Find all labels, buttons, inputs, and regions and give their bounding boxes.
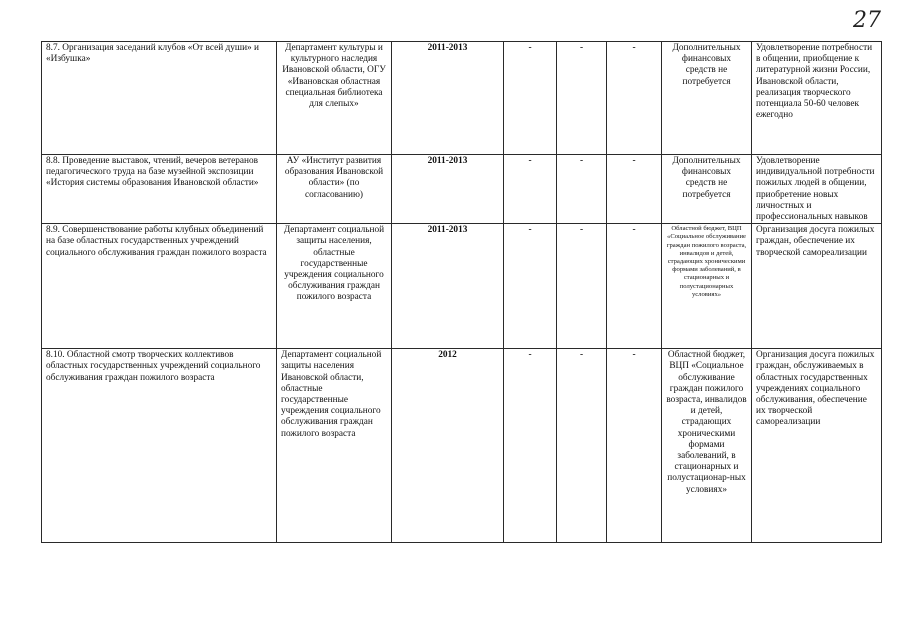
funding-cell-1: - <box>504 42 557 155</box>
funding-cell-3: - <box>607 349 662 543</box>
years-cell: 2012 <box>392 349 504 543</box>
table-row <box>42 42 882 155</box>
table-row <box>42 349 882 543</box>
expected-result-cell: Удовлетворение индивидуальной потребности пожилых людей в общении, приобретение новых личностных и профессиональных навыков <box>752 155 882 224</box>
executor-cell: Департамент социальной защиты населения Ивановской области, областные государственные учреждения социального обслуживания граждан пожилого возраста <box>277 349 392 543</box>
funding-cell-1: - <box>504 349 557 543</box>
task-cell: 8.7. Организация заседаний клубов «От всей души» и «Избушка» <box>42 42 277 155</box>
table-row <box>42 224 882 349</box>
funding-cell-3: - <box>607 42 662 155</box>
table-row <box>42 155 882 224</box>
program-activities-table <box>41 41 882 543</box>
executor-cell: АУ «Институт развития образования Ивановской области» (по согласованию) <box>277 155 392 224</box>
page-number: 27 <box>853 8 881 33</box>
executor-cell: Департамент социальной защиты населения, областные государственные учреждения социального обслуживания граждан пожилого возраста <box>277 224 392 349</box>
task-cell: 8.8. Проведение выставок, чтений, вечеров ветеранов педагогического труда на базе музейной экспозиции «История системы образования Ивановской области» <box>42 155 277 224</box>
expected-result-cell: Организация досуга пожилых граждан, обслуживаемых в областных государственных учреждениях социального обслуживания, обеспечение их творческой самореализации <box>752 349 882 543</box>
financing-source-cell: Областной бюджет, ВЦП «Социальное обслуживание граждан пожилого возраста, инвалидов и детей, страдающих хроническими формами заболеваний, в стационарных и полустационарных условиях» <box>662 224 752 349</box>
expected-result-cell: Удовлетворение потребности в общении, приобщение к литературной жизни России, Ивановской области, реализация творческого потенциала 50-60 человек ежегодно <box>752 42 882 155</box>
funding-cell-3: - <box>607 224 662 349</box>
financing-source-cell: Областной бюджет, ВЦП «Социальное обслуживание граждан пожилого возраста, инвалидов и детей, страдающих хроническими формами заболеваний, в стационарных и полустационар-ных условиях» <box>662 349 752 543</box>
funding-cell-2: - <box>557 155 607 224</box>
years-cell: 2011-2013 <box>392 224 504 349</box>
financing-source-cell: Дополнительных финансовых средств не потребуется <box>662 42 752 155</box>
expected-result-cell: Организация досуга пожилых граждан, обеспечение их творческой самореализации <box>752 224 882 349</box>
funding-cell-2: - <box>557 224 607 349</box>
years-cell: 2011-2013 <box>392 42 504 155</box>
financing-source-cell: Дополнительных финансовых средств не потребуется <box>662 155 752 224</box>
executor-cell: Департамент культуры и культурного наследия Ивановской области, ОГУ «Ивановская областная специальная библиотека для слепых» <box>277 42 392 155</box>
funding-cell-1: - <box>504 155 557 224</box>
funding-cell-3: - <box>607 155 662 224</box>
years-cell: 2011-2013 <box>392 155 504 224</box>
funding-cell-2: - <box>557 42 607 155</box>
task-cell: 8.9. Совершенствование работы клубных объединений на базе областных государственных учреждений социального обслуживания граждан пожилого возраста <box>42 224 277 349</box>
funding-cell-2: - <box>557 349 607 543</box>
funding-cell-1: - <box>504 224 557 349</box>
task-cell: 8.10. Областной смотр творческих коллективов областных государственных учреждений социального обслуживания граждан пожилого возраста <box>42 349 277 543</box>
